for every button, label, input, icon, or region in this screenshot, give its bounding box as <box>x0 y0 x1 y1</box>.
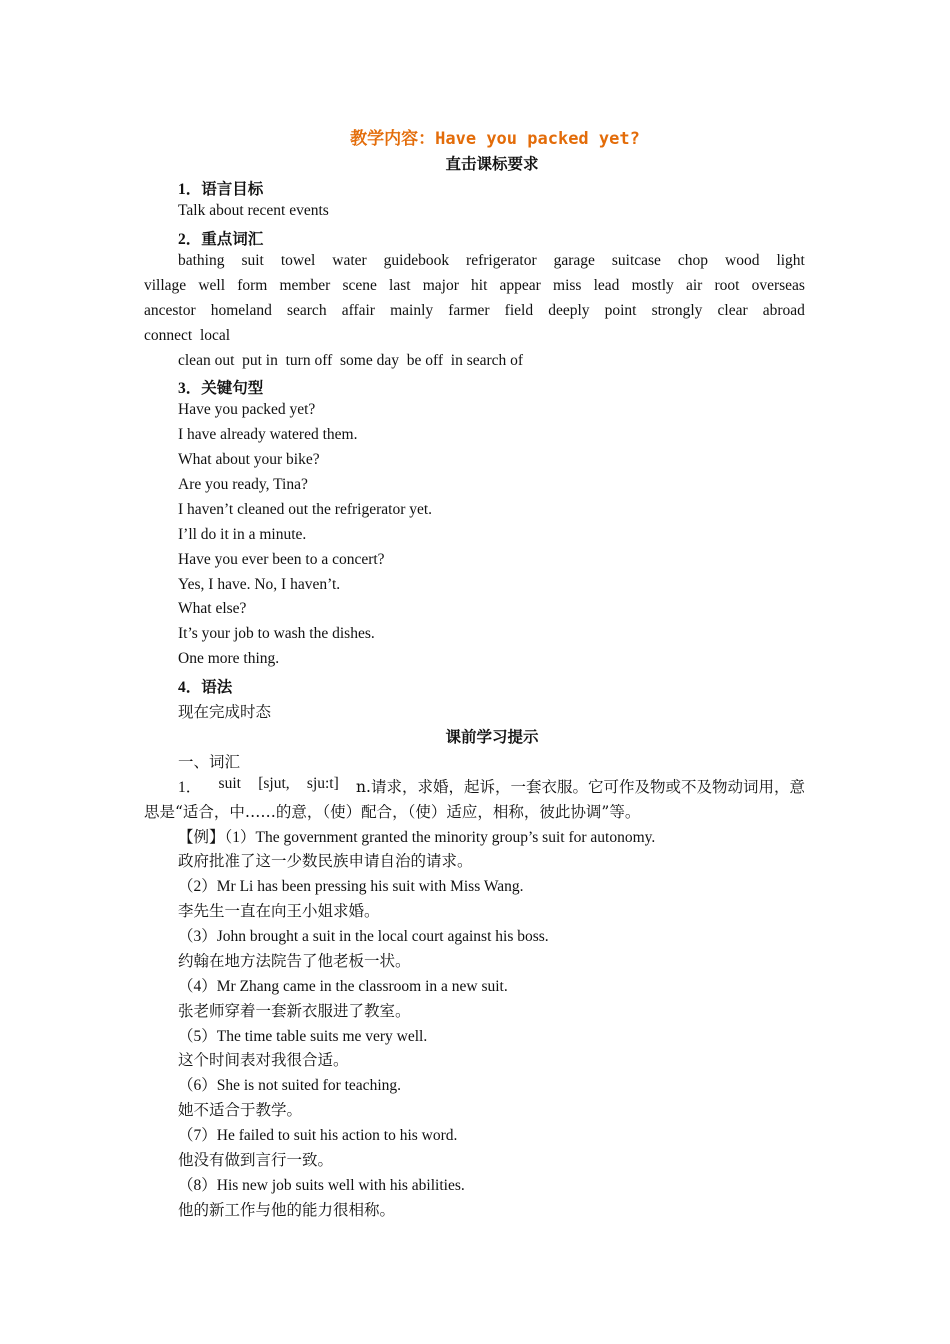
key-sentence: I have already watered them. <box>178 426 358 443</box>
vocab-word: hit <box>471 277 488 294</box>
entry-phonetic: [sjut, <box>258 775 290 792</box>
vocab-word: overseas <box>751 277 805 294</box>
vocab-word: abroad <box>762 302 805 319</box>
entry-number: 1． <box>178 779 202 796</box>
vocab-heading: 2．重点词汇 <box>178 231 264 248</box>
vocab-word: refrigerator <box>466 252 537 269</box>
vocab-word: air <box>685 277 703 294</box>
vocab-word: clear <box>717 302 748 319</box>
example-cn: 这个时间表对我很合适。 <box>178 1051 349 1069</box>
vocab-word: deeply <box>548 302 590 319</box>
entry-definition: n.请求，求婚，起诉，一套衣服。它可作及物或不及物动词用，意 <box>356 778 805 796</box>
vocab-word: field <box>504 302 534 319</box>
vocab-word: water <box>332 252 367 269</box>
requirements-heading: 直击课标要求 <box>445 156 539 173</box>
grammar-heading: 4．语法 <box>178 679 233 696</box>
vocab-word: last <box>389 277 411 294</box>
vocab-word: well <box>198 277 226 294</box>
key-sentence: I haven’t cleaned out the refrigerator yet. <box>178 501 433 518</box>
key-sentence: I’ll do it in a minute. <box>178 526 307 543</box>
example-en: 【例】（1）The government granted the minority group’s suit for autonomy. <box>178 829 656 846</box>
vocab-word: mainly <box>390 302 434 319</box>
vocab-word: bathing <box>178 252 225 269</box>
suit-entry-line-2: 思是“适合，中……的意，（使）配合，（使）适应，相称，彼此协调”等。 <box>144 803 641 821</box>
key-sentence: Have you packed yet? <box>178 401 316 418</box>
example-cn: 他没有做到言行一致。 <box>178 1151 334 1169</box>
vocab-word: miss <box>553 277 582 294</box>
example-en: （5）The time table suits me very well. <box>178 1028 428 1045</box>
goal-heading: 1．语言目标 <box>178 181 264 198</box>
vocab-word: farmer <box>448 302 490 319</box>
key-sentence: Are you ready, Tina? <box>178 476 308 493</box>
vocab-word: garage <box>553 252 595 269</box>
key-sentence: What else? <box>178 600 247 617</box>
key-sentence: One more thing. <box>178 650 280 667</box>
example-en: （4）Mr Zhang came in the classroom in a new suit. <box>178 978 508 995</box>
key-sentence: It’s your job to wash the dishes. <box>178 625 375 642</box>
example-en: （7）He failed to suit his action to his word. <box>178 1127 458 1144</box>
vocab-word: member <box>279 277 331 294</box>
vocab-line-4: connect local <box>144 327 231 344</box>
vocab-word: lead <box>593 277 620 294</box>
vocab-word: mostly <box>631 277 674 294</box>
vocab-word: appear <box>499 277 541 294</box>
goal-text: Talk about recent events <box>178 202 329 219</box>
vocab-word: guidebook <box>383 252 450 269</box>
vocab-word: strongly <box>651 302 703 319</box>
vocab-word: suit <box>241 252 264 269</box>
preview-heading: 课前学习提示 <box>445 729 539 746</box>
entry-word: suit <box>218 775 241 792</box>
suit-entry-line-1 <box>178 775 805 797</box>
phrases-line: clean out put in turn off some day be off in search of <box>178 352 524 369</box>
example-cn: 张老师穿着一套新衣服进了教室。 <box>178 1002 411 1020</box>
vocab-word: affair <box>341 302 375 319</box>
example-cn: 她不适合于教学。 <box>178 1101 303 1119</box>
vocab-word: wood <box>725 252 760 269</box>
vocab-word: root <box>714 277 740 294</box>
vocab-line-1 <box>178 252 805 270</box>
example-en: （8）His new job suits well with his abilities. <box>178 1177 465 1194</box>
vocab-line-2 <box>144 277 805 295</box>
example-en: （3）John brought a suit in the local court against his boss. <box>178 928 549 945</box>
example-cn: 李先生一直在向王小姐求婚。 <box>178 902 380 920</box>
vocab-word: ancestor <box>144 302 196 319</box>
example-en: （6）She is not suited for teaching. <box>178 1077 401 1094</box>
vocab-word: homeland <box>210 302 272 319</box>
key-sentence: What about your bike? <box>178 451 320 468</box>
key-sentence: Yes, I have. No, I haven’t. <box>178 576 341 593</box>
entry-phonetic: sju:t] <box>306 775 339 792</box>
vocab-word: point <box>604 302 637 319</box>
example-cn: 约翰在地方法院告了他老板一状。 <box>178 952 411 970</box>
vocab-word: search <box>286 302 327 319</box>
vocab-word: scene <box>342 277 377 294</box>
key-sentence: Have you ever been to a concert? <box>178 551 385 568</box>
vocab-word: form <box>237 277 268 294</box>
vocab-line-3 <box>144 302 805 320</box>
vocab-word: light <box>776 252 805 269</box>
vocab-word: major <box>422 277 459 294</box>
vocab-word: village <box>144 277 187 294</box>
sentence-heading: 3．关键句型 <box>178 380 264 397</box>
vocab-word: suitcase <box>611 252 661 269</box>
grammar-text: 现在完成时态 <box>178 703 272 721</box>
vocab-word: chop <box>677 252 709 269</box>
example-cn: 政府批准了这一少数民族申请自治的请求。 <box>178 852 473 870</box>
page-title: 教学内容：Have you packed yet? <box>350 129 640 149</box>
vocab-section-label: 一、词汇 <box>178 753 241 771</box>
example-en: （2）Mr Li has been pressing his suit with Miss Wang. <box>178 878 524 895</box>
example-cn: 他的新工作与他的能力很相称。 <box>178 1201 396 1219</box>
vocab-word: towel <box>280 252 316 269</box>
